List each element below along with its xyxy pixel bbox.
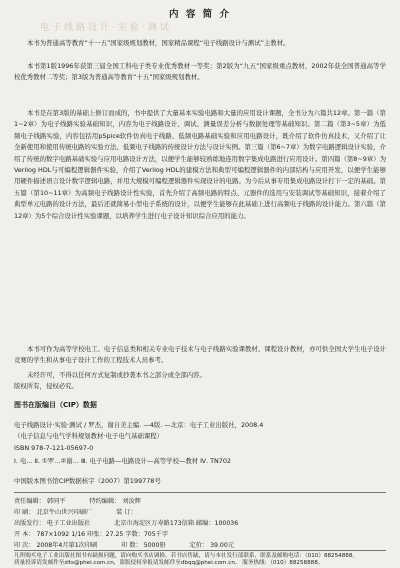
printer-label: 印 刷： — [14, 509, 35, 516]
intro-paragraph-1: 本书为普通高等教育“十一五”国家级规划教材，国家精品课程“电子线路设计与测试”主教材。 — [27, 39, 290, 47]
cip-heading: 图书在版编目（CIP）数据 — [14, 401, 97, 409]
copies-value: 5000册 — [143, 542, 166, 549]
editor-name: 韩同平 — [46, 498, 66, 505]
intro-paragraph-4: 本书可作为高等学校电工、电子信息类和相关专业电子技术与电子线路实验课教材、课程设计教材，亦可供全国大学生电子设计竞赛的学生和从事电子设计工作的工程技术人员参考。 — [14, 345, 386, 365]
printer-name: 北京牛山世兴印刷厂 — [36, 509, 93, 516]
intro-paragraph-3: 本书是在第3版的基础上修订而成的，书中提供了大量基本实验电路和大量的应用设计课题，全书分为六篇共12章。第一篇（第1~2章）为电子线路实验基础知识，内容为电子线路设计、调试、测量误差分析与数据处理等基础知识。第二篇（第3~5章）为低频电子线路实验，内容包括用pSpice软件仿真电子线路、低频电路基础实验和应用电路设计，既介绍了软件仿真技术，又介绍了让全新使用和使用传统电路的实验方法、低频电子线路的传统设计方法与设计实例。第三篇（第6~7章）为数字电路逻辑设计实验，介绍了传统的数字电路基础实验与应用电路设计方法，以便学生能够较熟练地连用数字集成电路进行应用设计。第四篇（第8~9章）为Verilog HDL与可编程逻辑器件实验，介绍了Verilog HDL的建模方法和典型可编程逻辑器件的内部结构与应用开发，以便学生能够用硬件描述语言设计数字逻辑电路，并用大规模可编程逻辑器件实现设计的电路。为今后从事专用集成电路设计打下一定的基础。第五篇（第10~11章）为高频电子线路设计性实验，首先介绍了高频电路的特点、元器件的选用与安装调试等基础知识，接着介绍了典型单元电路的设计方法，最后还就简易小型电子系统的设计，以便学生能够在此基础上进行高频电子线路的设计能力。第六篇（第12章）为5个综合设计性实验课题，以培养学生进行电子设计知识综合应用的能力。 — [14, 109, 386, 220]
cip-isbn: ISBN 978-7-121-05697-0 — [14, 444, 94, 452]
bleed-through-text: 电子线路设计·实验·测试 — [40, 23, 172, 33]
publisher-name: 电子工业出版社 — [46, 520, 91, 527]
format-label: 开 本： — [14, 531, 35, 538]
binder-label: 装 订： — [116, 509, 137, 516]
cip-line-1: 电子线路设计·实验·测试 / 罗杰，谢自美主编. —4版. —北京：电子工业出版社，2008.4 — [14, 421, 264, 429]
price-value: 39.00元 — [210, 542, 234, 549]
special-editor-label: 特约编辑： — [89, 498, 121, 505]
format-value: 787×1092 1/16 印张：27.25 字数：705千字 — [36, 531, 169, 538]
copyright-notice-2: 版权所有，侵权必究。 — [14, 382, 78, 391]
price-label: 定价： — [189, 542, 209, 549]
publisher-address: 北京市海淀区万寿路173信箱 邮编：100036 — [114, 520, 239, 527]
editor-line — [14, 497, 386, 508]
copyright-notice-1: 未经许可，不得以任何方式复制或抄袭本书之部分或全部内容。 — [27, 371, 206, 379]
copies-label: 印 数： — [121, 542, 142, 549]
printer-line — [14, 508, 386, 519]
cip-classification: Ⅰ. 电… Ⅱ. ①罗…②谢… Ⅲ. 电子电路—电路设计—高等学校—教材 Ⅳ. TN702 — [14, 457, 232, 465]
intro-paragraph-2: 本书第1版1996年获第三届全国工科电子类专业优秀教材一等奖；第2版为“九五”国家级重点教材，2002年获全国普通高等学校优秀教材二等奖；第3版为普通高等教育“十五”国家级规划教材。 — [14, 62, 386, 82]
cip-line-2: （电子信息与电气学科规划教材·电子电气基础课程） — [14, 432, 164, 440]
cip-record-number: 中国版本图书馆CIP数据核字（2007）第199778号 — [14, 477, 161, 485]
edition-label: 印 次： — [14, 542, 35, 549]
publisher-label: 出版发行： — [14, 520, 45, 527]
divider-bottom — [14, 550, 386, 551]
footer-notice-1: 凡所购买电子工业出版社图书有缺损问题，请向购买书店调换。若书店售缺，请与本社发行部联系，联系及邮购电话：（010）88254888。 — [14, 553, 359, 559]
special-editor-name: 刘汝辉 — [122, 498, 141, 505]
copyright-notice — [14, 370, 386, 393]
edition-value: 2008年4月第1次印刷 — [36, 542, 98, 549]
divider-top — [14, 492, 386, 493]
footer-notice-2 — [14, 559, 386, 568]
publisher-line — [14, 519, 386, 530]
page-title: 内 容 简 介 — [169, 9, 231, 20]
format-line — [14, 530, 386, 541]
editor-label: 责任编辑： — [14, 498, 45, 505]
footer-notice-2a: 质量投诉请发邮件至zlts@phei.com.cn，盗版侵权举报请发邮件至dbqq@phei.com.cn。 — [14, 560, 241, 566]
footer-notice-2b: 服务热线：（010）88258888。 — [242, 560, 324, 566]
